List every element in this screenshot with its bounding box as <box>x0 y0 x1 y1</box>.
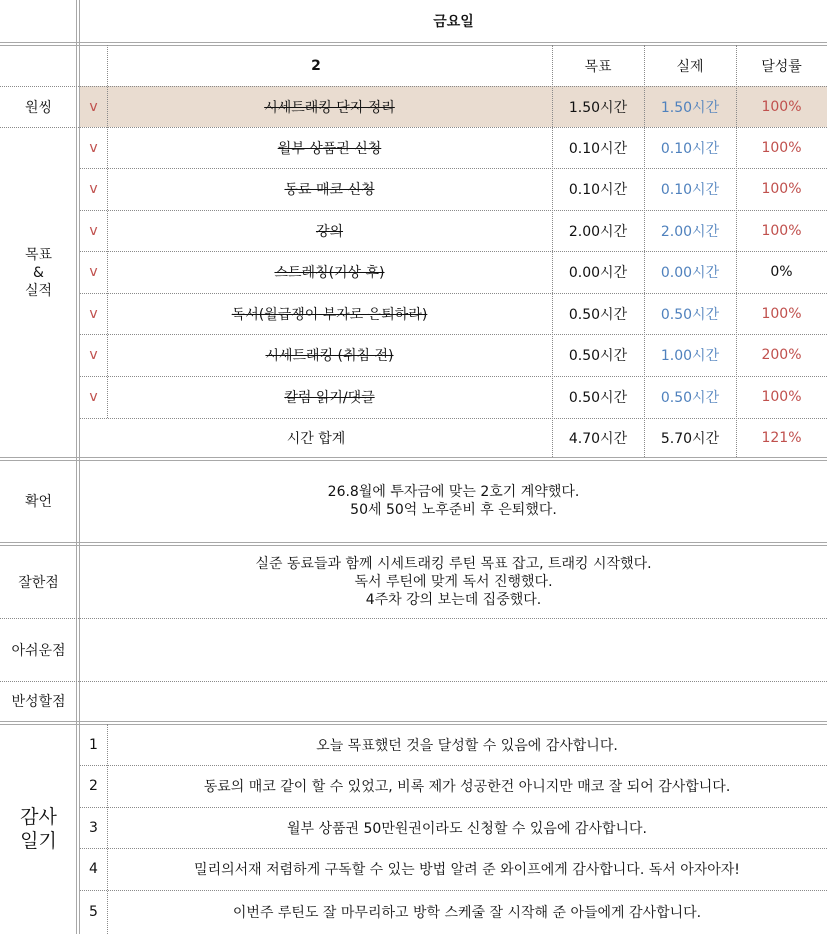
label-gratitude: 감사 일기 <box>20 806 57 852</box>
task-rate: 100% <box>761 139 802 156</box>
grid-hline <box>80 168 827 169</box>
grid-hline-double <box>0 42 827 46</box>
total-label: 시간 합계 <box>286 430 346 447</box>
label-good: 잘한점 <box>18 574 59 591</box>
col-target-header: 목표 <box>584 58 612 75</box>
gratitude-text: 동료의 매코 같이 할 수 있었고, 비록 제가 성공한건 아니지만 매코 잘 되어 감사합니다. <box>203 779 731 795</box>
task-target: 0.50시간 <box>568 306 628 323</box>
task-actual: 1.50시간 <box>660 99 720 116</box>
label-oneting: 원씽 <box>24 99 53 116</box>
task-check[interactable]: v <box>89 347 98 363</box>
gratitude-num: 2 <box>89 778 98 794</box>
grid-hline <box>80 251 827 252</box>
task-actual: 2.00시간 <box>660 223 720 240</box>
task-check[interactable]: v <box>89 139 98 156</box>
gratitude-text: 밀리의서재 저렴하게 구독할 수 있는 방법 알려 준 와이프에게 감사합니다. 독서 아자아자! <box>194 862 740 878</box>
task-check[interactable]: v <box>89 389 98 405</box>
task-name: 강의 <box>315 223 344 240</box>
gratitude-text: 오늘 목표했던 것을 달성할 수 있음에 감사합니다. <box>316 737 618 754</box>
task-rate: 200% <box>761 347 802 363</box>
regret-cell[interactable] <box>80 618 827 681</box>
grid-vline <box>107 45 108 418</box>
grid-hline <box>80 890 827 891</box>
grid-hline-double <box>0 457 827 461</box>
gratitude-num: 1 <box>89 736 98 753</box>
gratitude-num: 3 <box>89 819 98 836</box>
task-rate: 100% <box>761 98 802 115</box>
good-points-text: 실준 동료들과 함께 시세트래킹 루틴 목표 잡고, 트래킹 시작했다. 독서 루틴에 맞게 독서 진행했다. 4주차 강의 보는데 집중했다. <box>255 555 652 608</box>
gratitude-num: 4 <box>89 861 98 877</box>
task-check[interactable]: v <box>89 222 98 239</box>
task-actual: 0.50시간 <box>660 390 720 406</box>
task-rate: 100% <box>761 389 802 405</box>
week-number: 2 <box>311 57 321 74</box>
task-actual: 0.10시간 <box>660 182 720 198</box>
task-rate: 100% <box>761 305 802 322</box>
task-target: 1.50시간 <box>568 99 628 116</box>
grid-vline <box>552 45 553 457</box>
grid-hline <box>80 807 827 808</box>
task-check[interactable]: v <box>89 98 98 115</box>
grid-hline <box>0 86 827 87</box>
grid-hline-double <box>0 721 827 725</box>
total-target: 4.70시간 <box>568 430 628 447</box>
task-check[interactable]: v <box>89 264 98 280</box>
task-actual: 0.00시간 <box>660 265 720 281</box>
grid-hline-double <box>0 542 827 546</box>
grid-vline <box>644 45 645 457</box>
task-target: 0.00시간 <box>568 265 628 281</box>
task-target: 0.10시간 <box>568 182 628 198</box>
total-rate: 121% <box>761 429 802 446</box>
task-rate: 100% <box>761 222 802 239</box>
grid-hline <box>0 618 827 619</box>
gratitude-text: 이번주 루틴도 잘 마무리하고 방학 스케줄 잘 시작해 준 아들에게 감사합니다. <box>232 905 702 921</box>
day-header: 금요일 <box>433 14 474 30</box>
gratitude-text: 월부 상품권 50만원권이라도 신청할 수 있음에 감사합니다. <box>286 820 648 837</box>
task-check[interactable]: v <box>89 305 98 322</box>
task-target: 2.00시간 <box>568 223 628 240</box>
grid-hline <box>80 376 827 377</box>
gratitude-num: 5 <box>89 904 98 920</box>
task-rate: 100% <box>761 181 802 197</box>
grid-hline <box>80 765 827 766</box>
reflect-cell[interactable] <box>80 681 827 721</box>
task-name: 스트레칭(기상 후) <box>274 265 385 281</box>
task-actual: 0.50시간 <box>660 306 720 323</box>
grid-hline <box>80 210 827 211</box>
grid-hline <box>80 334 827 335</box>
task-actual: 0.10시간 <box>660 140 720 157</box>
grid-hline <box>80 418 827 419</box>
label-regret: 아쉬운점 <box>11 642 66 659</box>
affirmation-text: 26.8월에 투자금에 맞는 2호기 계약했다. 50세 50억 노후준비 후 은퇴했다. <box>327 484 580 518</box>
label-affirmation: 확언 <box>24 494 53 510</box>
grid-vline <box>736 45 737 457</box>
task-target: 0.50시간 <box>568 348 628 364</box>
task-target: 0.10시간 <box>568 140 628 157</box>
task-name: 독서(월급쟁이 부자로 은퇴하라) <box>231 306 428 323</box>
grid-hline <box>0 681 827 682</box>
grid-vline-main <box>76 0 80 934</box>
total-actual: 5.70시간 <box>660 430 720 447</box>
grid-vline <box>107 724 108 934</box>
task-name: 월부 상품권 신청 <box>277 140 382 157</box>
grid-hline <box>80 293 827 294</box>
task-rate: 0% <box>770 264 793 280</box>
task-name: 동료 매코 신청 <box>284 182 375 198</box>
task-actual: 1.00시간 <box>660 348 720 364</box>
task-name: 시세트래킹 (취침 전) <box>265 348 394 364</box>
task-name: 칼럼 읽기/댓글 <box>284 390 375 406</box>
grid-hline <box>0 127 827 128</box>
task-target: 0.50시간 <box>568 390 628 406</box>
col-actual-header: 실제 <box>676 58 704 75</box>
col-rate-header: 달성률 <box>761 58 802 75</box>
task-check[interactable]: v <box>89 181 98 197</box>
task-name: 시세트래킹 단지 정리 <box>264 99 395 116</box>
label-goals: 목표 & 실적 <box>24 246 53 299</box>
label-reflect: 반성할점 <box>11 694 66 710</box>
grid-hline <box>80 848 827 849</box>
